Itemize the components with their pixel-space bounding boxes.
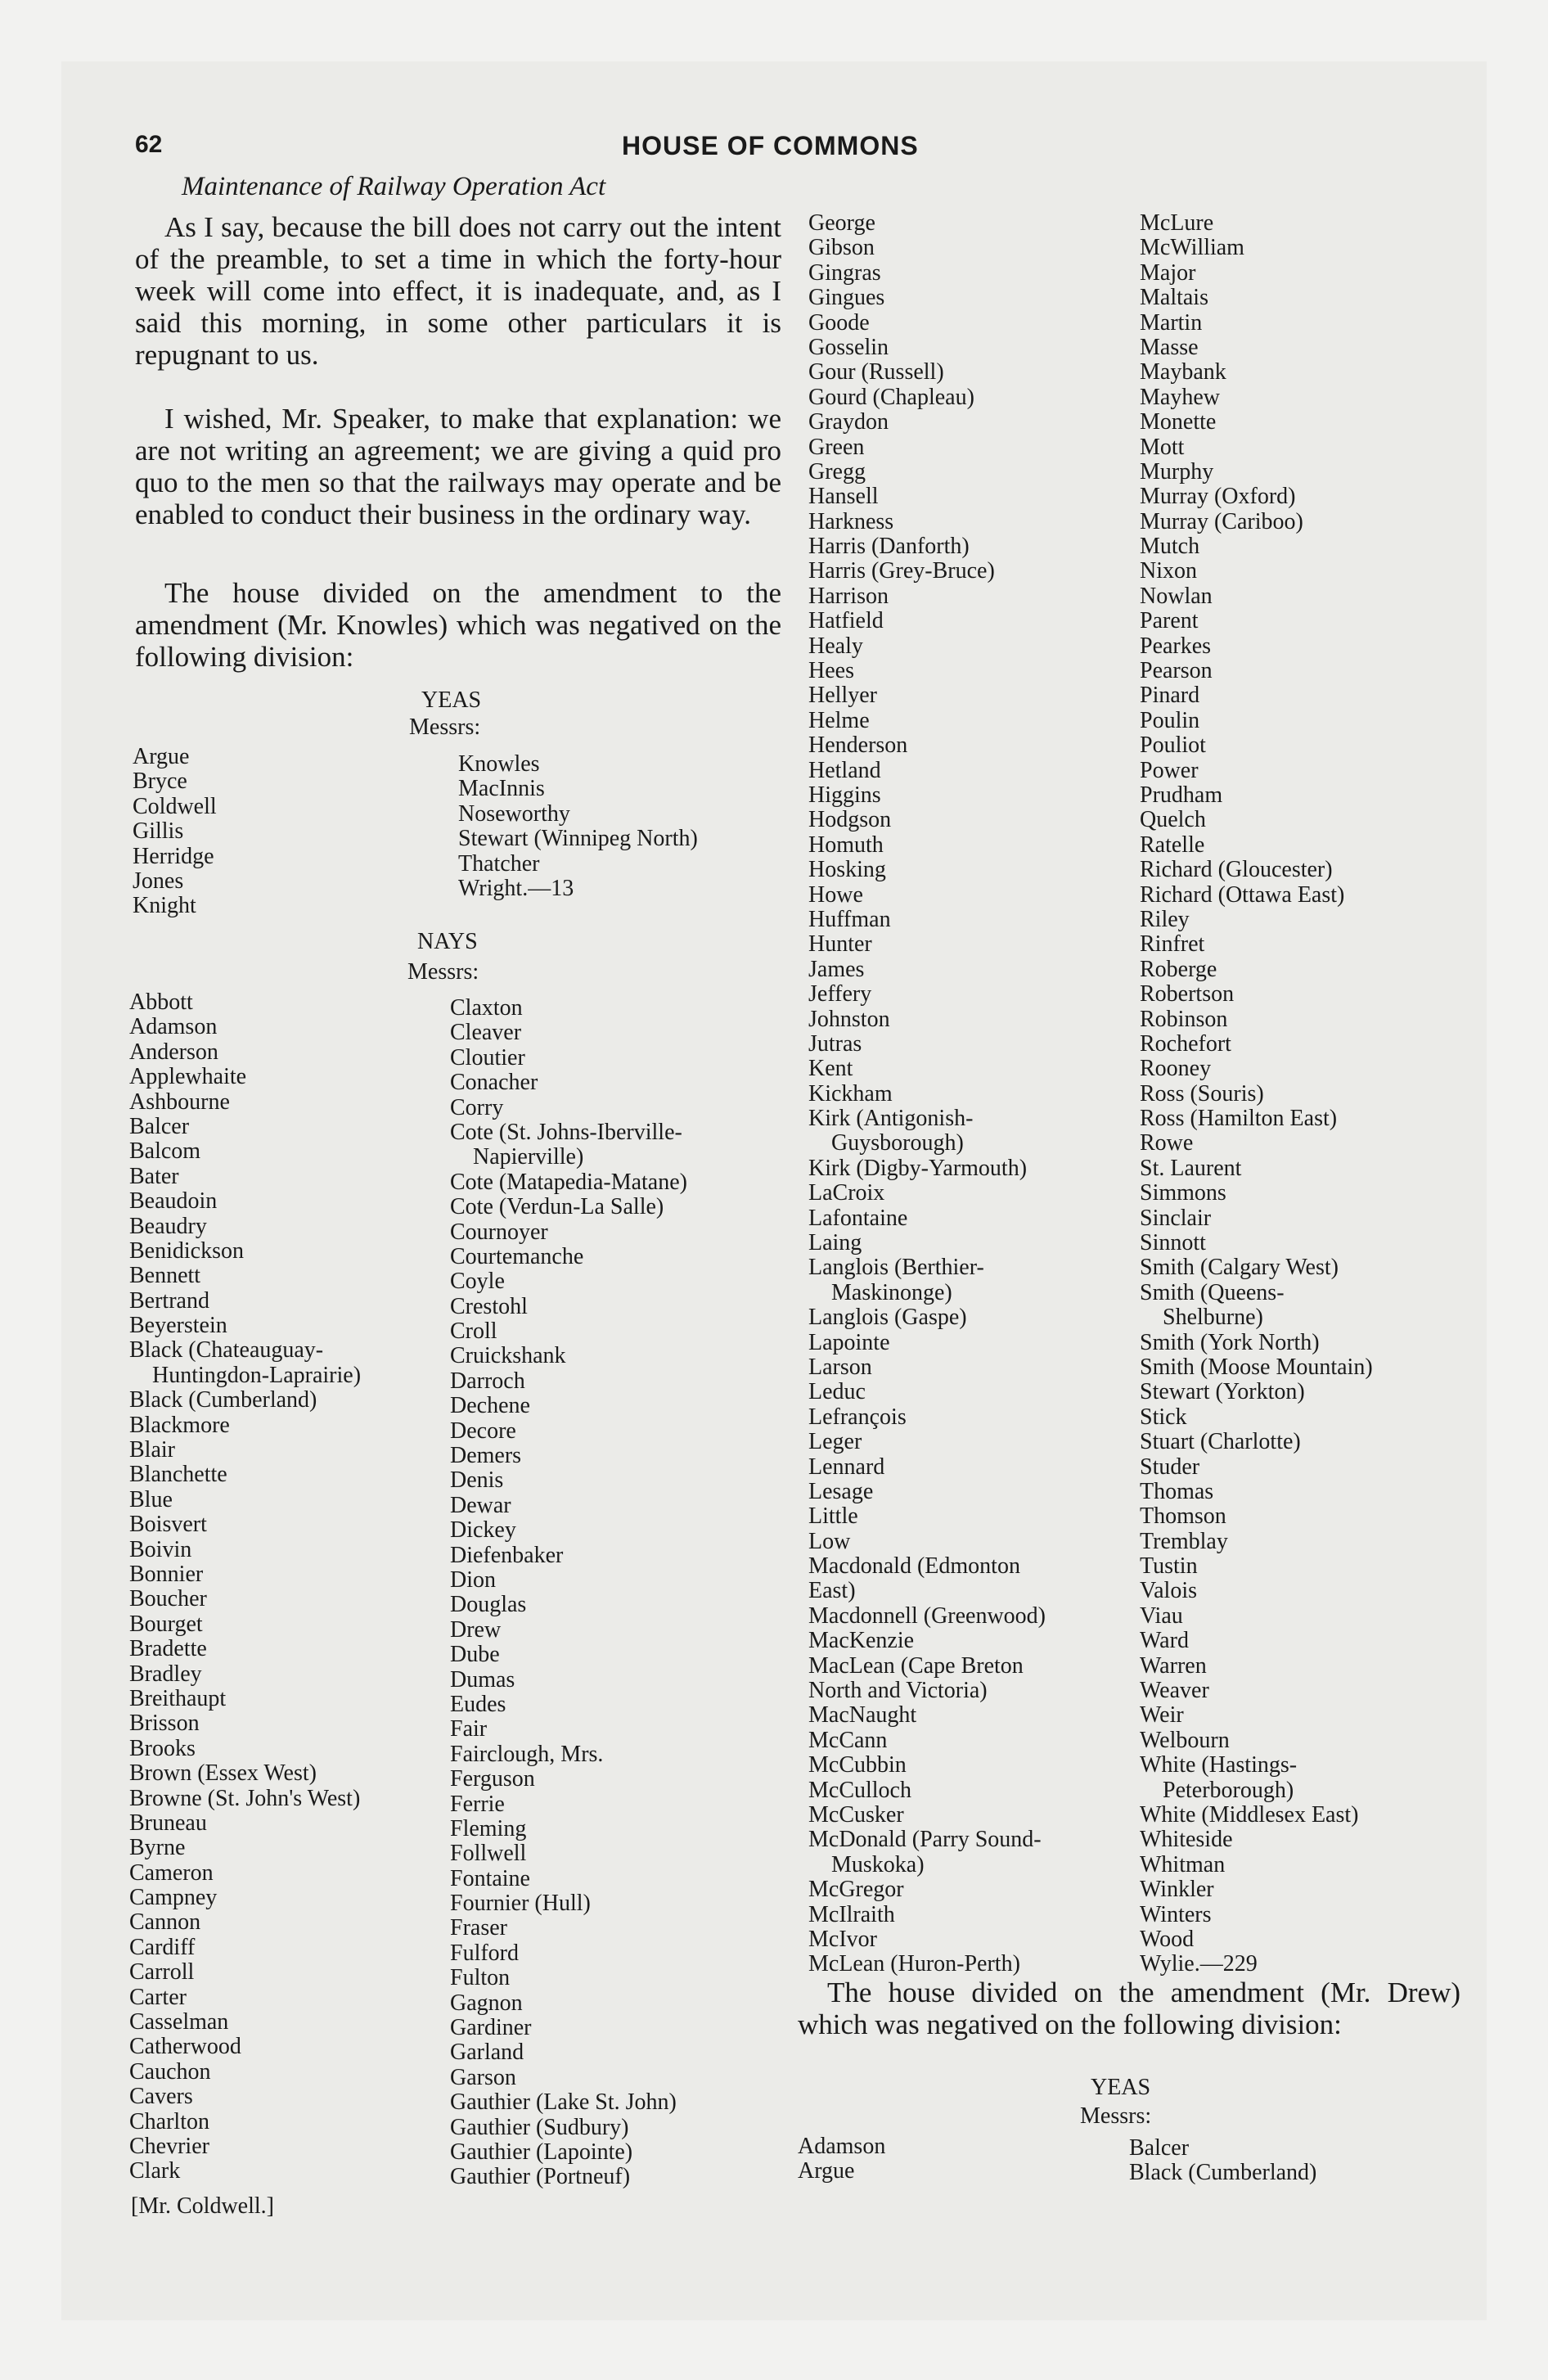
- member-name: Goode: [808, 309, 870, 336]
- member-name: Riley: [1140, 906, 1190, 932]
- member-name: Conacher: [450, 1070, 538, 1096]
- member-name: Helme: [808, 707, 870, 733]
- member-name: Hetland: [808, 757, 881, 783]
- member-name: Gosselin: [808, 334, 889, 360]
- member-name: White (Middlesex East): [1140, 1802, 1359, 1828]
- member-name: Gibson: [808, 235, 875, 261]
- member-name: Valois: [1140, 1578, 1197, 1604]
- member-name: Boucher: [129, 1586, 207, 1612]
- member-name: Pouliot: [1140, 732, 1206, 759]
- member-name: Weaver: [1140, 1678, 1209, 1704]
- member-name: Hellyer: [808, 683, 877, 709]
- member-name: Kirk (Antigonish-: [808, 1106, 974, 1132]
- member-name: McLure: [1140, 210, 1214, 236]
- member-name: Carroll: [129, 1959, 195, 1986]
- member-name: Viau: [1140, 1602, 1183, 1629]
- member-name: Healy: [808, 633, 863, 659]
- member-name: Poulin: [1140, 707, 1200, 733]
- member-name: Mutch: [1140, 534, 1200, 560]
- member-name: Fournier (Hull): [450, 1891, 591, 1917]
- member-name: Jeffery: [808, 981, 872, 1007]
- member-name: Henderson: [808, 732, 908, 759]
- member-name: Blair: [129, 1437, 175, 1463]
- member-name: Dickey: [450, 1517, 516, 1544]
- member-name: MacLean (Cape Breton: [808, 1652, 1024, 1679]
- member-name: Gardiner: [450, 2015, 532, 2041]
- member-name: Applewhaite: [129, 1064, 247, 1090]
- member-name: Cleaver: [450, 1020, 522, 1046]
- member-name: Kickham: [808, 1080, 893, 1107]
- member-name: Guysborough): [831, 1130, 964, 1156]
- member-name: Eudes: [450, 1691, 506, 1717]
- member-name: Balcer: [1129, 2135, 1190, 2161]
- member-name: Stewart (Yorkton): [1140, 1379, 1305, 1405]
- member-name: Rooney: [1140, 1056, 1212, 1082]
- member-name: Boisvert: [129, 1512, 207, 1538]
- paragraph-1: As I say, because the bill does not carry out the intent of the preamble, to set a time in which the forty-hour week will come into effect, it is inadequate, and, as I said this morning, in some other particulars it is repugnant to us.: [135, 211, 781, 371]
- member-name: Cameron: [129, 1859, 214, 1886]
- member-name: Green: [808, 434, 865, 460]
- member-name: St. Laurent: [1140, 1155, 1242, 1181]
- member-name: Thatcher: [458, 850, 540, 877]
- member-name: Bertrand: [129, 1287, 209, 1314]
- member-name: Gauthier (Lake St. John): [450, 2089, 677, 2116]
- paragraph-3: The house divided on the amendment to the amendment (Mr. Knowles) which was negatived on the following division:: [135, 577, 781, 673]
- member-name: Bater: [129, 1163, 179, 1189]
- member-name: Tremblay: [1140, 1528, 1228, 1554]
- member-name: Fair: [450, 1716, 488, 1742]
- member-name: Brisson: [129, 1711, 200, 1737]
- member-name: Anderson: [129, 1039, 218, 1065]
- member-name: Blue: [129, 1486, 173, 1512]
- member-name: Muskoka): [831, 1851, 925, 1877]
- member-name: Langlois (Gaspe): [808, 1305, 967, 1331]
- member-name: Ratelle: [1140, 832, 1205, 858]
- member-name: Graydon: [808, 409, 889, 435]
- member-name: McCann: [808, 1727, 888, 1753]
- member-name: Bryce: [133, 769, 187, 795]
- member-name: McIlraith: [808, 1901, 895, 1927]
- member-name: McCulloch: [808, 1777, 911, 1803]
- yeas-messrs: Messrs:: [409, 714, 481, 740]
- member-name: Pearkes: [1140, 633, 1212, 659]
- member-name: Cournoyer: [450, 1219, 548, 1245]
- member-name: Wylie.—229: [1140, 1951, 1258, 1977]
- nays-column-2: [450, 996, 687, 2190]
- member-name: Monette: [1140, 409, 1217, 435]
- member-name: Harkness: [808, 508, 894, 534]
- member-name: Harris (Danforth): [808, 534, 970, 560]
- member-name: Carter: [129, 1984, 187, 2010]
- member-name: Cote (Matapedia-Matane): [450, 1169, 687, 1195]
- member-name: Nowlan: [1140, 583, 1213, 609]
- member-name: Gillis: [133, 818, 184, 845]
- member-name: MacNaught: [808, 1702, 917, 1729]
- member-name: Herridge: [133, 843, 214, 869]
- member-name: Bonnier: [129, 1561, 204, 1587]
- member-name: Beaudoin: [129, 1188, 218, 1215]
- member-name: Stewart (Winnipeg North): [458, 826, 698, 852]
- member-name: Argue: [798, 2158, 855, 2184]
- member-name: Roberge: [1140, 956, 1217, 982]
- member-name: Gauthier (Portneuf): [450, 2164, 631, 2190]
- member-name: Gagnon: [450, 1990, 523, 2016]
- member-name: Adamson: [129, 1014, 218, 1040]
- member-name: MacKenzie: [808, 1628, 915, 1654]
- member-name: Bourget: [129, 1611, 203, 1637]
- member-name: Pearson: [1140, 658, 1213, 684]
- member-name: Rochefort: [1140, 1030, 1231, 1057]
- member-name: Nixon: [1140, 558, 1197, 584]
- division2-yeas-column-2: [1129, 2136, 1316, 2186]
- member-name: Dechene: [450, 1393, 530, 1419]
- member-name: Fulford: [450, 1940, 519, 1966]
- member-name: Mott: [1140, 434, 1185, 460]
- member-name: Winkler: [1140, 1877, 1214, 1903]
- member-name: Cote (St. Johns-Iberville-: [450, 1119, 682, 1145]
- member-name: Quelch: [1140, 807, 1206, 833]
- member-name: Demers: [450, 1443, 522, 1469]
- member-name: Cauchon: [129, 2058, 211, 2085]
- member-name: Sinnott: [1140, 1230, 1206, 1256]
- member-name: Boivin: [129, 1536, 192, 1562]
- member-name: Major: [1140, 259, 1196, 286]
- member-name: Browne (St. John's West): [129, 1785, 361, 1811]
- member-name: Beyerstein: [129, 1313, 227, 1339]
- member-name: McCubbin: [808, 1752, 907, 1778]
- member-name: Sinclair: [1140, 1205, 1212, 1231]
- member-name: McWilliam: [1140, 235, 1244, 261]
- member-name: Robinson: [1140, 1006, 1228, 1032]
- member-name: Breithaupt: [129, 1685, 227, 1711]
- member-name: Smith (Moose Mountain): [1140, 1354, 1373, 1380]
- member-name: Abbott: [129, 989, 193, 1015]
- yeas-column-1: [133, 745, 217, 919]
- member-name: Studer: [1140, 1454, 1200, 1480]
- member-name: Hatfield: [808, 608, 884, 634]
- member-name: LaCroix: [808, 1180, 885, 1206]
- member-name: McDonald (Parry Sound-: [808, 1827, 1042, 1853]
- member-name: Richard (Ottawa East): [1140, 881, 1345, 908]
- member-name: Campney: [129, 1885, 218, 1911]
- member-name: Murray (Oxford): [1140, 484, 1296, 510]
- member-name: Robertson: [1140, 981, 1235, 1007]
- member-name: Thomson: [1140, 1503, 1226, 1530]
- member-name: Charlton: [129, 2108, 209, 2134]
- member-name: McLean (Huron-Perth): [808, 1951, 1020, 1977]
- member-name: Black (Chateauguay-: [129, 1337, 324, 1364]
- division2-yeas-messrs: Messrs:: [1080, 2103, 1152, 2129]
- member-name: Fontaine: [450, 1865, 530, 1891]
- member-name: Prudham: [1140, 782, 1223, 808]
- section-subtitle: Maintenance of Railway Operation Act: [182, 172, 606, 201]
- member-name: Clark: [129, 2158, 181, 2184]
- member-name: Lafontaine: [808, 1205, 908, 1231]
- member-name: Ward: [1140, 1628, 1189, 1654]
- member-name: Noseworthy: [458, 800, 570, 827]
- member-name: Kirk (Digby-Yarmouth): [808, 1155, 1028, 1181]
- member-name: Courtemanche: [450, 1243, 584, 1269]
- member-name: Gour (Russell): [808, 359, 944, 385]
- member-name: Ferrie: [450, 1791, 505, 1817]
- member-name: Dumas: [450, 1666, 515, 1693]
- member-name: Denis: [450, 1467, 504, 1494]
- member-name: Brown (Essex West): [129, 1760, 317, 1787]
- member-name: Welbourn: [1140, 1727, 1230, 1753]
- member-name: Blackmore: [129, 1412, 230, 1438]
- member-name: Diefenbaker: [450, 1542, 564, 1568]
- member-name: Howe: [808, 881, 863, 908]
- member-name: Knight: [133, 893, 196, 919]
- member-name: Bruneau: [129, 1810, 207, 1836]
- member-name: Cannon: [129, 1909, 201, 1936]
- member-name: Claxton: [450, 995, 523, 1021]
- member-name: Coldwell: [133, 793, 217, 819]
- member-name: Croll: [450, 1318, 497, 1345]
- member-name: Smith (Calgary West): [1140, 1255, 1339, 1281]
- member-name: Blanchette: [129, 1462, 227, 1488]
- member-name: Gingues: [808, 285, 885, 311]
- member-name: Masse: [1140, 334, 1199, 360]
- member-name: Ferguson: [450, 1766, 535, 1792]
- paragraph-division-2: The house divided on the amendment (Mr. Drew) which was negatived on the following division:: [798, 1977, 1460, 2040]
- nays-heading: NAYS: [417, 929, 478, 954]
- member-name: Fulton: [450, 1965, 511, 1991]
- member-name: White (Hastings-: [1140, 1752, 1298, 1778]
- member-name: Martin: [1140, 309, 1203, 336]
- member-name: Weir: [1140, 1702, 1184, 1729]
- member-name: Low: [808, 1528, 851, 1554]
- member-name: Macdonnell (Greenwood): [808, 1602, 1046, 1629]
- member-name: East): [808, 1578, 856, 1604]
- member-name: Peterborough): [1163, 1777, 1294, 1803]
- member-name: Hansell: [808, 484, 879, 510]
- member-name: Homuth: [808, 832, 884, 858]
- member-name: Garland: [450, 2040, 524, 2066]
- member-name: Parent: [1140, 608, 1199, 634]
- member-name: Dion: [450, 1566, 496, 1593]
- member-name: Byrne: [129, 1835, 186, 1861]
- member-name: Thomas: [1140, 1478, 1214, 1504]
- member-name: Kent: [808, 1056, 853, 1082]
- member-name: Stuart (Charlotte): [1140, 1429, 1301, 1455]
- member-name: Langlois (Berthier-: [808, 1255, 984, 1281]
- member-name: Winters: [1140, 1901, 1212, 1927]
- member-name: Hodgson: [808, 807, 892, 833]
- member-name: Black (Cumberland): [1129, 2160, 1317, 2186]
- member-name: McIvor: [808, 1926, 877, 1952]
- member-name: Wood: [1140, 1926, 1195, 1952]
- member-name: Lesage: [808, 1478, 874, 1504]
- member-name: Decore: [450, 1418, 516, 1444]
- member-name: Follwell: [450, 1841, 527, 1867]
- page-title: HOUSE OF COMMONS: [622, 131, 919, 160]
- member-name: Simmons: [1140, 1180, 1226, 1206]
- member-name: Warren: [1140, 1652, 1207, 1679]
- member-name: Smith (Queens-: [1140, 1279, 1285, 1305]
- member-name: Bradley: [129, 1661, 202, 1687]
- member-name: Laing: [808, 1230, 862, 1256]
- member-name: Lennard: [808, 1454, 885, 1480]
- member-name: Casselman: [129, 2009, 229, 2035]
- member-name: Wright.—13: [458, 875, 574, 901]
- member-name: Whiteside: [1140, 1827, 1233, 1853]
- member-name: Maskinonge): [831, 1279, 952, 1305]
- footer-speaker: [Mr. Coldwell.]: [131, 2193, 274, 2219]
- member-name: Bradette: [129, 1636, 207, 1662]
- member-name: Hees: [808, 658, 854, 684]
- member-name: Cardiff: [129, 1934, 196, 1960]
- member-name: Dewar: [450, 1492, 511, 1518]
- division2-yeas-heading: YEAS: [1091, 2075, 1151, 2100]
- member-name: Brooks: [129, 1735, 196, 1761]
- member-name: Maltais: [1140, 285, 1208, 311]
- member-name: Bennett: [129, 1263, 201, 1289]
- member-name: Huffman: [808, 906, 891, 932]
- member-name: Garson: [450, 2064, 516, 2090]
- member-name: Smith (York North): [1140, 1329, 1320, 1355]
- member-name: Ross (Souris): [1140, 1080, 1264, 1107]
- member-name: Ross (Hamilton East): [1140, 1106, 1338, 1132]
- member-name: Beaudry: [129, 1213, 207, 1239]
- member-name: Fleming: [450, 1815, 527, 1841]
- member-name: Coyle: [450, 1269, 505, 1295]
- member-name: Benidickson: [129, 1237, 244, 1264]
- member-name: Balcer: [129, 1113, 190, 1139]
- member-name: Shelburne): [1163, 1305, 1263, 1331]
- member-name: Johnston: [808, 1006, 890, 1032]
- member-name: Harrison: [808, 583, 889, 609]
- member-name: Stick: [1140, 1404, 1187, 1430]
- member-name: Little: [808, 1503, 858, 1530]
- member-name: Jones: [133, 868, 184, 894]
- member-name: Murphy: [1140, 458, 1214, 485]
- member-name: Argue: [133, 744, 190, 769]
- member-name: Jutras: [808, 1030, 862, 1057]
- paragraph-2: I wished, Mr. Speaker, to make that explanation: we are not writing an agreement; we are giving a quid pro quo to the men so that the railways may operate and be enabled to conduct their business in the ordinary way.: [135, 403, 781, 530]
- member-name: Crestohl: [450, 1293, 528, 1319]
- member-name: Drew: [450, 1616, 502, 1643]
- member-name: Ashbourne: [129, 1089, 230, 1115]
- member-name: Higgins: [808, 782, 881, 808]
- member-name: Gauthier (Sudbury): [450, 2114, 629, 2140]
- member-name: Corry: [450, 1094, 504, 1120]
- member-name: Hosking: [808, 857, 886, 883]
- member-name: George: [808, 210, 875, 236]
- member-name: Gauthier (Lapointe): [450, 2139, 633, 2165]
- member-name: Fairclough, Mrs.: [450, 1741, 604, 1767]
- yeas-column-2: [458, 752, 698, 901]
- member-name: Tustin: [1140, 1553, 1198, 1580]
- member-name: Gingras: [808, 259, 881, 286]
- member-name: Fraser: [450, 1915, 507, 1941]
- member-name: Cloutier: [450, 1044, 525, 1071]
- member-name: Rowe: [1140, 1130, 1194, 1156]
- member-name: McGregor: [808, 1877, 904, 1903]
- member-name: Lefrançois: [808, 1404, 907, 1430]
- member-name: Maybank: [1140, 359, 1226, 385]
- member-name: Darroch: [450, 1368, 525, 1394]
- member-name: Gourd (Chapleau): [808, 384, 974, 410]
- member-name: Hunter: [808, 931, 872, 958]
- member-name: Dube: [450, 1642, 500, 1668]
- division2-yeas-column-1: [798, 2134, 885, 2184]
- member-name: Power: [1140, 757, 1199, 783]
- member-name: Harris (Grey-Bruce): [808, 558, 995, 584]
- member-name: Balcom: [129, 1138, 201, 1165]
- member-name: Adamson: [798, 2134, 886, 2159]
- nays-messrs: Messrs:: [407, 959, 479, 985]
- member-name: Larson: [808, 1354, 872, 1380]
- member-name: Leger: [808, 1429, 862, 1455]
- member-name: Cruickshank: [450, 1343, 566, 1369]
- member-name: North and Victoria): [808, 1678, 988, 1704]
- yeas-heading: YEAS: [421, 687, 482, 713]
- member-name: Rinfret: [1140, 931, 1205, 958]
- nays-column-3: [808, 211, 1046, 1977]
- member-name: Pinard: [1140, 683, 1200, 709]
- member-name: McCusker: [808, 1802, 904, 1828]
- member-name: Douglas: [450, 1592, 527, 1618]
- nays-column-1: [129, 990, 361, 2184]
- member-name: Huntingdon-Laprairie): [152, 1362, 362, 1388]
- member-name: Richard (Gloucester): [1140, 857, 1333, 883]
- nays-column-4: [1140, 211, 1373, 1977]
- member-name: Gregg: [808, 458, 866, 485]
- member-name: Knowles: [458, 751, 540, 777]
- member-name: James: [808, 956, 865, 982]
- member-name: Mayhew: [1140, 384, 1220, 410]
- member-name: Leduc: [808, 1379, 866, 1405]
- member-name: Black (Cumberland): [129, 1387, 317, 1413]
- member-name: Catherwood: [129, 2034, 241, 2060]
- member-name: Murray (Cariboo): [1140, 508, 1303, 534]
- member-name: Whitman: [1140, 1851, 1226, 1877]
- member-name: Cavers: [129, 2084, 193, 2110]
- member-name: Lapointe: [808, 1329, 890, 1355]
- member-name: Napierville): [473, 1144, 584, 1170]
- member-name: Chevrier: [129, 2133, 209, 2159]
- member-name: Macdonald (Edmonton: [808, 1553, 1020, 1580]
- page-number: 62: [135, 131, 163, 158]
- member-name: Cote (Verdun-La Salle): [450, 1194, 664, 1220]
- member-name: MacInnis: [458, 776, 545, 802]
